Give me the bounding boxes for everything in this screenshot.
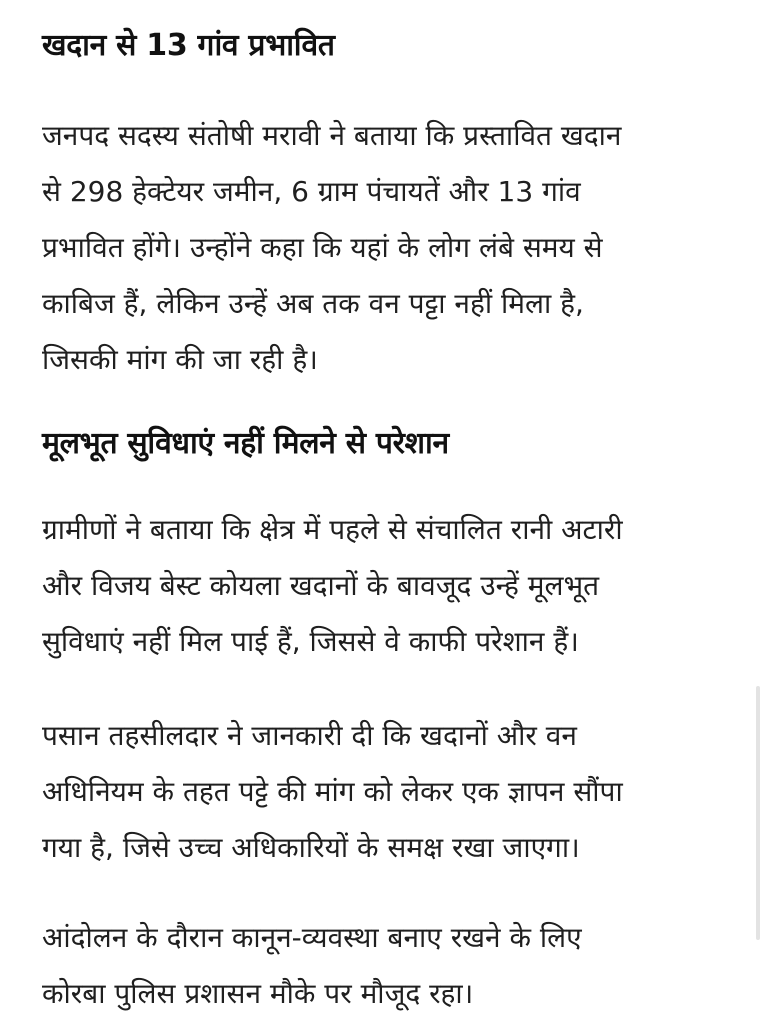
section-heading-mine-villages: खदान से 13 गांव प्रभावित [42, 28, 335, 63]
paragraph-line: सुविधाएं नहीं मिल पाई हैं, जिससे वे काफी परेशान हैं। [42, 625, 579, 658]
paragraph-line: और विजय बेस्ट कोयला खदानों के बावजूद उन्हें मूलभूत [42, 569, 600, 602]
paragraph-line: जिसकी मांग की जा रही है। [42, 343, 318, 376]
paragraph-line: जनपद सदस्य संतोषी मरावी ने बताया कि प्रस्तावित खदान [42, 119, 622, 152]
paragraph-line: कोरबा पुलिस प्रशासन मौके पर मौजूद रहा। [42, 977, 474, 1010]
paragraph-line: अधिनियम के तहत पट्टे की मांग को लेकर एक ज्ञापन सौंपा [42, 775, 623, 808]
paragraph-line: आंदोलन के दौरान कानून-व्यवस्था बनाए रखने के लिए [42, 921, 582, 954]
paragraph-line: गया है, जिसे उच्च अधिकारियों के समक्ष रखा जाएगा। [42, 831, 580, 864]
scrollbar-thumb[interactable] [756, 686, 760, 940]
paragraph-line: से 298 हेक्टेयर जमीन, 6 ग्राम पंचायतें और 13 गांव [42, 175, 581, 208]
paragraph-line: पसान तहसीलदार ने जानकारी दी कि खदानों और वन [42, 719, 577, 752]
paragraph-line: ग्रामीणों ने बताया कि क्षेत्र में पहले से संचालित रानी अटारी [42, 513, 623, 546]
paragraph-mine-impact [42, 108, 621, 388]
paragraph-tehsildar-memorandum [42, 708, 623, 876]
paragraph-line: प्रभावित होंगे। उन्होंने कहा कि यहां के लोग लंबे समय से [42, 231, 603, 264]
paragraph-police-presence [42, 910, 582, 1022]
paragraph-line: काबिज हैं, लेकिन उन्हें अब तक वन पट्टा नहीं मिला है, [42, 287, 584, 320]
paragraph-villagers-facilities [42, 502, 623, 670]
section-heading-basic-facilities: मूलभूत सुविधाएं नहीं मिलने से परेशान [42, 426, 449, 461]
